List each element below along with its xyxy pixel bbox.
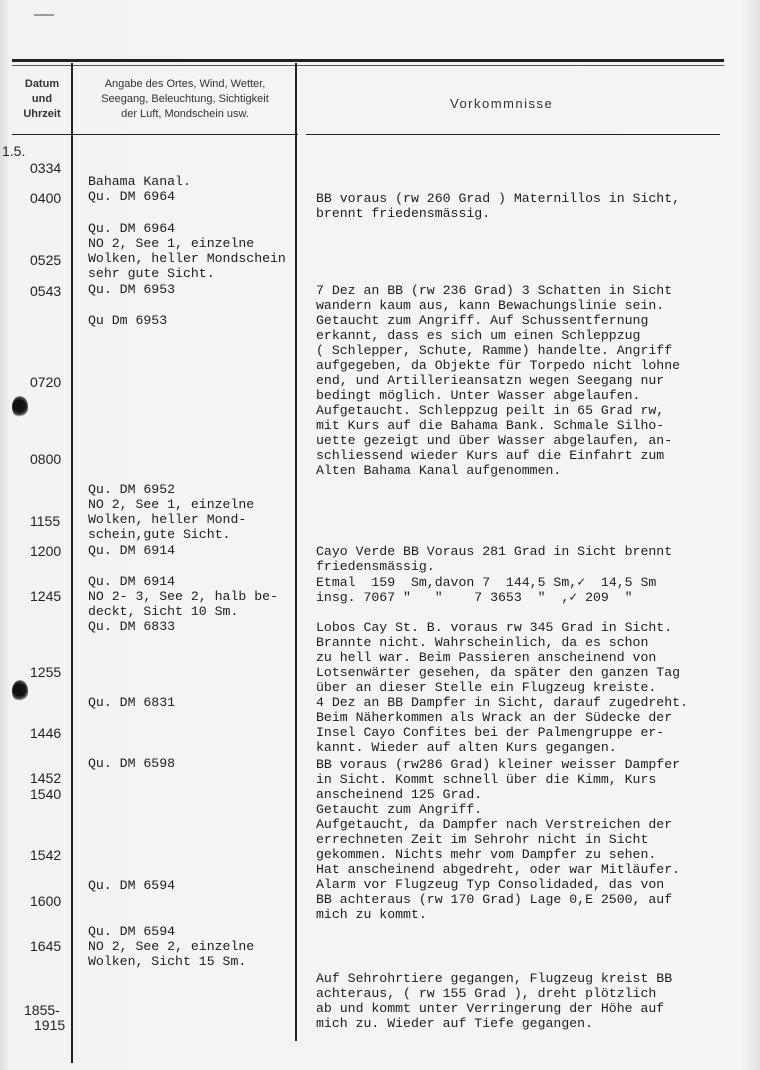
event-entry: 7 Dez an BB (rw 236 Grad) 3 Schatten in Sicht wandern kaum aus, kann Bewachungslinie sein. Getaucht zum Angriff. Auf Schussentfernung erkannt, dass es sich um einen Schleppzug ( Schlepper, Schute, Ramme) handelte. Angriff aufgegeben, da Objekte für Torpedo nicht lohne end, und Artillerieansatzn wegen Seegang nur bedingt möglich. Unter Wasser abgelaufen. Aufgetaucht. Schleppzug peilt in 65 Grad rw, mit Kurs auf die Bahama Bank. Schmale Silho- uette gezeigt und über Wasser abgelaufen, an- schliessend wieder Kurs auf die Einfahrt zum Alten Bahama Kanal aufgenommen. (316, 283, 681, 478)
event-entry: Getaucht zum Angriff. Aufgetaucht, da Dampfer nach Verstreichen der errechneten Zeit im Sehrohr nicht in Sicht gekommen. Nichts mehr vom Dampfer zu sehen. Hat anscheinend abgedreht, oder war Mitläufer. Alarm vor Flugzeug Typ Consolidaded, das von BB achteraus (rw 170 Grad) Lage 0,E 2500, auf mich zu kommt. (316, 802, 681, 922)
punch-hole (12, 680, 28, 702)
header-date-time: Datum und Uhrzeit (23, 78, 61, 120)
position-entry: Qu. DM 6598 (88, 756, 176, 771)
position-entry: Qu. DM 6953 (88, 282, 176, 297)
position-entry: Qu. DM 6831 (88, 695, 176, 710)
time-entry: 1540 (30, 786, 62, 802)
time-entry: 1645 (30, 938, 62, 954)
top-rule-thin (12, 65, 724, 66)
date-entry: 1.5. (2, 143, 26, 159)
time-entry: 1255 (30, 664, 62, 680)
position-entry: Qu. DM 6594 (88, 878, 176, 893)
column-divider-2 (295, 63, 297, 1041)
time-entry: 0400 (30, 190, 62, 206)
time-entry: 1452 (30, 770, 62, 786)
event-entry: Auf Sehrohrtiere gegangen, Flugzeug kreist BB achteraus, ( rw 155 Grad ), dreht plötzlich ab und kommt unter Verringerung der Höhe auf mich zu. Wieder auf Tiefe gegangen. (316, 971, 673, 1031)
event-entry: BB voraus (rw 260 Grad ) Maternillos in Sicht, brennt friedensmässig. (316, 191, 681, 221)
header-rule-left (12, 134, 298, 135)
event-entry: Cayo Verde BB Voraus 281 Grad in Sicht brennt friedensmässig. (316, 544, 673, 574)
time-entry: 1855- (24, 1002, 60, 1018)
position-entry: Qu. DM 6914 NO 2- 3, See 2, halb be- deckt, Sicht 10 Sm. (88, 574, 278, 619)
time-entry: 0800 (30, 451, 62, 467)
position-entry: Qu. DM 6594 NO 2, See 2, einzelne Wolken, Sicht 15 Sm. (88, 924, 255, 969)
header-events: Vorkommnisse (450, 96, 554, 111)
event-entry-etmal: Etmal 159 Sm,davon 7 144,5 Sm,✓ 14,5 Sm insg. 7067 " " 7 3653 " ,✓ 209 " (316, 575, 657, 605)
time-entry: 1200 (30, 543, 62, 559)
time-entry: 1915 (34, 1017, 66, 1033)
time-entry: 1446 (30, 725, 62, 741)
position-entry: Qu. DM 6964 NO 2, See 1, einzelne Wolken, heller Mondschein sehr gute Sicht. (88, 221, 286, 281)
time-entry: 1155 (30, 513, 61, 529)
header-location-weather: Angabe des Ortes, Wind, Wetter, Seegang, Beleuchtung, Sichtigkeit der Luft, Mondschein usw. (101, 78, 269, 120)
page-mark (34, 14, 54, 16)
punch-hole (12, 396, 28, 418)
time-entry: 1542 (30, 847, 62, 863)
position-entry: Qu. DM 6914 (88, 543, 176, 558)
time-entry: 1245 (30, 588, 62, 604)
position-entry: Qu. DM 6833 (88, 619, 176, 634)
time-entry: 0334 (30, 160, 62, 176)
time-entry: 0720 (30, 374, 62, 390)
event-entry: Lobos Cay St. B. voraus rw 345 Grad in Sicht. Brannte nicht. Wahrscheinlich, da es schon zu hell war. Beim Passieren anscheinend von Lotsenwärter gesehen, da später den ganzen Tag über an dieser Stelle ein Flugzeug kreiste. 4 Dez an BB Dampfer in Sicht, darauf zugedreht. Beim Näherkommen als Wrack an der Südecke der Insel Cayo Confites bei der Palmengruppe er- kannt. Wieder auf alten Kurs gegangen. (316, 620, 688, 755)
event-entry: BB voraus (rw286 Grad) kleiner weisser Dampfer in Sicht. Kommt schnell über die Kimm, Kurs anscheinend 125 Grad. (316, 757, 681, 802)
position-entry: Bahama Kanal. Qu. DM 6964 (88, 174, 191, 204)
top-rule (12, 59, 724, 62)
position-entry: Qu Dm 6953 (88, 313, 168, 328)
position-entry: Qu. DM 6952 NO 2, See 1, einzelne Wolken, heller Mond- schein,gute Sicht. (88, 482, 255, 542)
column-divider-1 (71, 63, 73, 1063)
time-entry: 0543 (30, 283, 62, 299)
time-entry: 1600 (30, 893, 62, 909)
time-entry: 0525 (30, 252, 62, 268)
header-rule-right (306, 134, 720, 135)
